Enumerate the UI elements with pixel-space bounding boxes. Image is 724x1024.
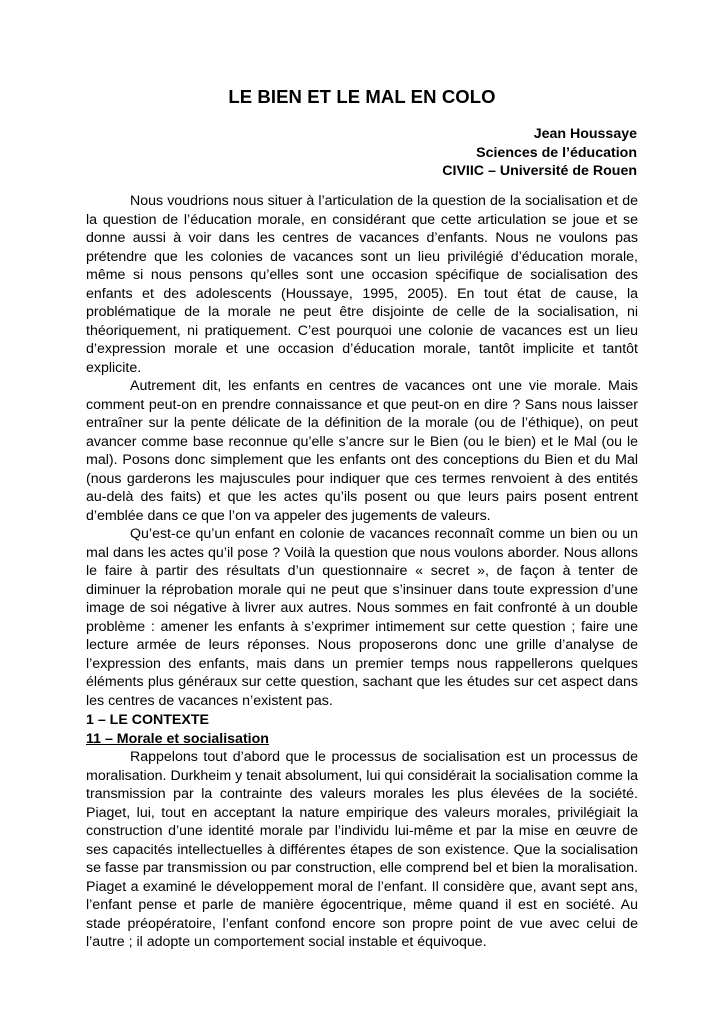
subsection-heading: 11 – Morale et socialisation [86, 730, 269, 747]
author-block [442, 125, 637, 181]
intro-section [86, 192, 638, 710]
context-section [86, 711, 638, 952]
intro-paragraph: Nous voudrions nous situer à l’articulation de la question de la socialisation et de la question de l’éducation morale, en considérant que cette articulation se joue et se donne aussi à voir dans les centres de vacances d’enfants. Nous ne voulons pas prétendre que les colonies de vacances sont un lieu privilégié d’éducation morale, même si nous pensons qu’elles sont une occasion spécifique de socialisation des enfants et des adolescents (Houssaye, 1995, 2005). En tout état de cause, la problématique de la morale ne peut être disjointe de celle de la socialisation, ni théoriquement, ni pratiquement. C’est pourquoi une colonie de vacances est un lieu d’expression morale et une occasion d’éducation morale, tantôt implicite et tantôt explicite. [86, 193, 638, 376]
intro-paragraph: Qu’est-ce qu’un enfant en colonie de vacances reconnaît comme un bien ou un mal dans les actes qu’il pose ? Voilà la question que nous voulons aborder. Nous allons le faire à partir des résultats d’un questionnaire « secret », de façon à tenter de diminuer la réprobation morale qui ne peut que s’insinuer dans toute expression d’une image de soi négative à livrer aux autres. Nous sommes en fait confronté à un double problème : amener les enfants à s’exprimer intimement sur cette question ; faire une lecture armée de leurs réponses. Nous proposerons donc une grille d’analyse de l’expression des enfants, mais dans un premier temps nous rappellerons quelques éléments plus généraux sur cette question, sachant que les études sur cet aspect dans les centres de vacances n’existent pas. [86, 526, 638, 709]
author-department: Sciences de l’éducation [476, 144, 637, 161]
author-affiliation: CIVIIC – Université de Rouen [442, 163, 637, 179]
author-name: Jean Houssaye [533, 126, 637, 142]
intro-paragraph: Autrement dit, les enfants en centres de vacances ont une vie morale. Mais comment peut-on en prendre connaissance et que peut-on en dire ? Sans nous laisser entraîner sur la pente délicate de la définition de la morale (ou de l’éthique), on peut avancer comme base reconnue qu’elle s’ancre sur le Bien (ou le bien) et le Mal (ou le mal). Posons donc simplement que les enfants ont des conceptions du Bien et du Mal (nous garderons les majuscules pour indiquer que ces termes renvoient à des entités au-delà des faits) et que les actes qu’ils posent ou que leurs pairs posent entrent d’emblée dans ce que l’on va appeler des jugements de valeurs. [86, 378, 638, 524]
document-title: LE BIEN ET LE MAL EN COLO [228, 86, 496, 107]
section-paragraph: Rappelons tout d’abord que le processus de socialisation est un processus de moralisation. Durkheim y tenait absolument, lui qui considérait la socialisation comme la transmission par la contrainte des valeurs morales les plus élevées de la société. Piaget, lui, tout en acceptant la nature empirique des valeurs morales, privilégiait la construction d’une identité morale par l’individu lui-même et par la mise en œuvre de ses capacités intellectuelles à différentes étapes de son existence. Que la socialisation se fasse par transmission ou par construction, elle comprend bel et bien la moralisation. Piaget a examiné le développement moral de l’enfant. Il considère que, avant sept ans, l’enfant pense et parle de manière égocentrique, même quand il est en société. Au stade préopératoire, l’enfant confond encore son propre point de vue avec celui de l’autre ; il adopte un comportement social instable et équivoque. [86, 749, 638, 950]
section-heading: 1 – LE CONTEXTE [86, 712, 209, 728]
